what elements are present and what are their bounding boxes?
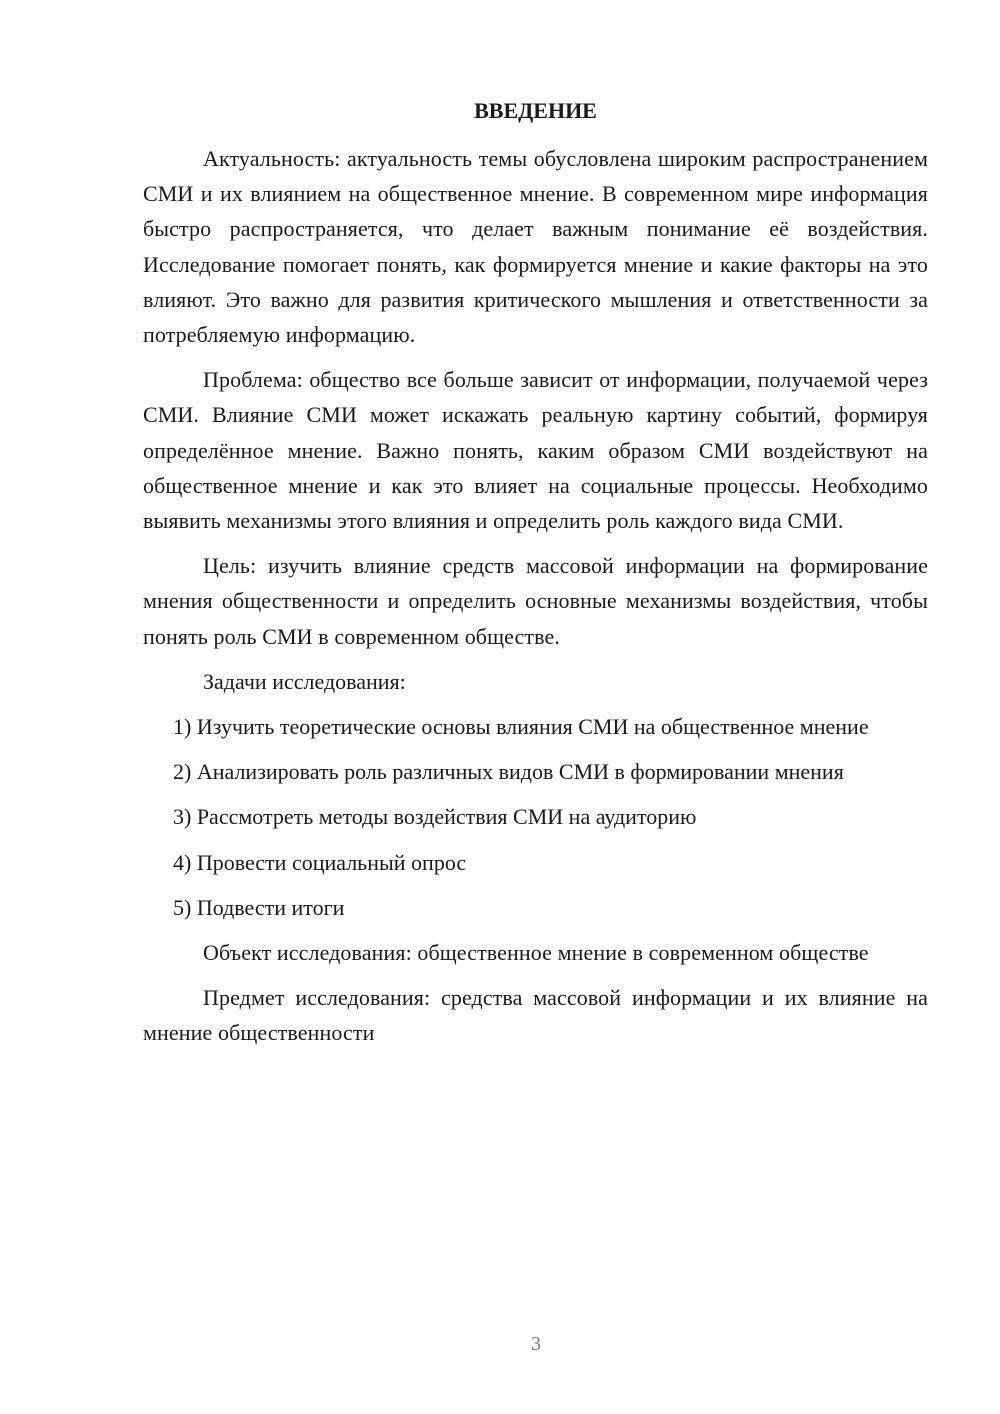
tasks-heading: Задачи исследования: — [203, 668, 406, 694]
task-item: 3) Рассмотреть методы воздействия СМИ на аудиторию — [173, 804, 697, 830]
page-number: 3 — [531, 1333, 541, 1355]
paragraph-goal: Цель: изучить влияние средств массовой информации на формирование мнения общественности и определить основные механизмы воздействия, чтобы понять роль СМИ в современном обществе. — [143, 553, 928, 649]
paragraph-object: Объект исследования: общественное мнение в современном обществе — [203, 940, 869, 966]
section-title: ВВЕДЕНИЕ — [474, 98, 597, 123]
paragraph-subject: Предмет исследования: средства массовой информации и их влияние на мнение общественности — [143, 985, 928, 1046]
task-item: 2) Анализировать роль различных видов СМИ в формировании мнения — [173, 759, 844, 785]
task-item: 5) Подвести итоги — [173, 894, 345, 920]
page-content — [143, 96, 928, 1061]
paragraph-relevance: Актуальность: актуальность темы обусловлена широким распространением СМИ и их влиянием на общественное мнение. В современном мире информация быстро распространяется, что делает важным понимание её воздействия. Исследование помогает понять, как формируется мнение и какие факторы на это влияют. Это важно для развития критического мышления и ответственности за потребляемую информацию. — [143, 146, 928, 348]
paragraph-problem: Проблема: общество все больше зависит от информации, получаемой через СМИ. Влияние СМИ может искажать реальную картину событий, формируя определённое мнение. Важно понять, каким образом СМИ воздействуют на общественное мнение и как это влияет на социальные процессы. Необходимо выявить механизмы этого влияния и определить роль каждого вида СМИ. — [143, 367, 928, 534]
task-item: 1) Изучить теоретические основы влияния СМИ на общественное мнение — [173, 714, 869, 740]
task-item: 4) Провести социальный опрос — [173, 849, 467, 875]
